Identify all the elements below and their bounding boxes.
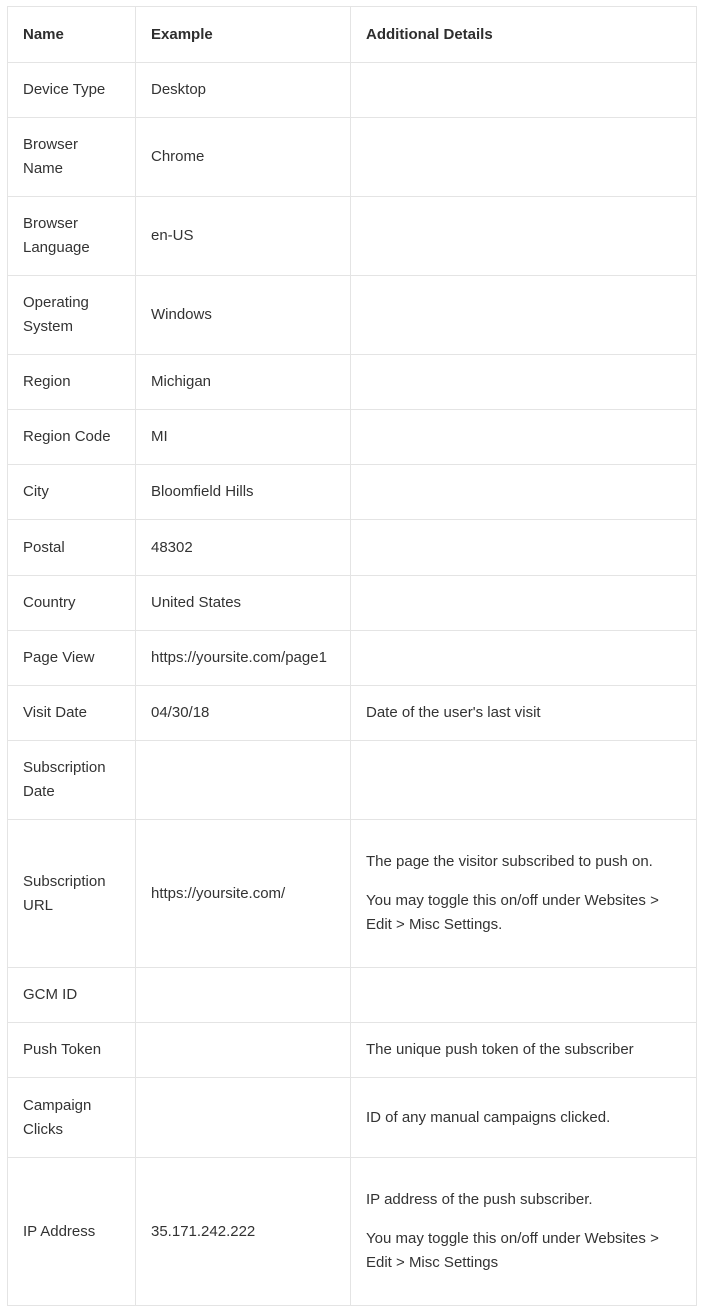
cell-details bbox=[351, 410, 697, 465]
cell-name: Browser Name bbox=[8, 118, 136, 197]
cell-name: Campaign Clicks bbox=[8, 1078, 136, 1158]
cell-example: Bloomfield Hills bbox=[136, 465, 351, 520]
cell-example: MI bbox=[136, 410, 351, 465]
header-details: Additional Details bbox=[351, 7, 697, 63]
cell-details bbox=[351, 741, 697, 820]
cell-name: IP Address bbox=[8, 1158, 136, 1306]
cell-details bbox=[351, 63, 697, 118]
cell-details bbox=[351, 820, 697, 968]
table-row bbox=[8, 741, 697, 820]
table-row bbox=[8, 355, 697, 410]
cell-name: Browser Language bbox=[8, 197, 136, 276]
cell-example: 04/30/18 bbox=[136, 686, 351, 741]
cell-name: Device Type bbox=[8, 63, 136, 118]
cell-details bbox=[351, 1078, 697, 1158]
cell-example: Desktop bbox=[136, 63, 351, 118]
cell-name: Subscription URL bbox=[8, 820, 136, 968]
table-row bbox=[8, 63, 697, 118]
table-container bbox=[7, 6, 697, 1306]
cell-details bbox=[351, 355, 697, 410]
cell-example bbox=[136, 741, 351, 820]
details-paragraph: You may toggle this on/off under Websites > Edit > Misc Settings bbox=[366, 1230, 659, 1271]
table-row bbox=[8, 410, 697, 465]
details-paragraph: ID of any manual campaigns clicked. bbox=[366, 1108, 611, 1126]
cell-example: 48302 bbox=[136, 520, 351, 576]
table-row bbox=[8, 1023, 697, 1078]
cell-details bbox=[351, 520, 697, 576]
cell-example: United States bbox=[136, 576, 351, 631]
cell-details bbox=[351, 576, 697, 631]
cell-details bbox=[351, 631, 697, 686]
fields-table bbox=[7, 6, 697, 1306]
details-paragraph: IP address of the push subscriber. bbox=[366, 1191, 593, 1208]
cell-name: Subscription Date bbox=[8, 741, 136, 820]
cell-name: Country bbox=[8, 576, 136, 631]
cell-name: Page View bbox=[8, 631, 136, 686]
table-row bbox=[8, 520, 697, 576]
cell-example: Michigan bbox=[136, 355, 351, 410]
cell-details bbox=[351, 118, 697, 197]
cell-details bbox=[351, 276, 697, 355]
cell-details bbox=[351, 197, 697, 276]
cell-example bbox=[136, 1023, 351, 1078]
header-name: Name bbox=[8, 7, 136, 63]
cell-details bbox=[351, 686, 697, 741]
table-row bbox=[8, 276, 697, 355]
table-row bbox=[8, 1078, 697, 1158]
table-row bbox=[8, 465, 697, 520]
cell-example: https://yoursite.com/page1 bbox=[136, 631, 351, 686]
table-header bbox=[8, 7, 697, 63]
cell-example: Chrome bbox=[136, 118, 351, 197]
cell-example bbox=[136, 968, 351, 1023]
cell-example: https://yoursite.com/ bbox=[136, 820, 351, 968]
table-row bbox=[8, 197, 697, 276]
details-paragraph: The unique push token of the subscriber bbox=[366, 1041, 634, 1058]
cell-details bbox=[351, 968, 697, 1023]
header-example: Example bbox=[136, 7, 351, 63]
cell-name: Operating System bbox=[8, 276, 136, 355]
table-row bbox=[8, 576, 697, 631]
cell-name: Region bbox=[8, 355, 136, 410]
details-paragraph: Date of the user's last visit bbox=[366, 704, 541, 721]
table-row bbox=[8, 118, 697, 197]
cell-details bbox=[351, 1023, 697, 1078]
table-row bbox=[8, 631, 697, 686]
cell-name: City bbox=[8, 465, 136, 520]
cell-name: Push Token bbox=[8, 1023, 136, 1078]
cell-name: Postal bbox=[8, 520, 136, 576]
header-row bbox=[8, 7, 697, 63]
cell-details bbox=[351, 1158, 697, 1306]
cell-example: en-US bbox=[136, 197, 351, 276]
table-row bbox=[8, 968, 697, 1023]
table-body bbox=[8, 63, 697, 1306]
table-row bbox=[8, 820, 697, 968]
cell-name: GCM ID bbox=[8, 968, 136, 1023]
cell-name: Visit Date bbox=[8, 686, 136, 741]
cell-details bbox=[351, 465, 697, 520]
cell-example bbox=[136, 1078, 351, 1158]
cell-example: 35.171.242.222 bbox=[136, 1158, 351, 1306]
table-row bbox=[8, 1158, 697, 1306]
details-paragraph: You may toggle this on/off under Websites > Edit > Misc Settings. bbox=[366, 892, 659, 933]
cell-name: Region Code bbox=[8, 410, 136, 465]
table-row bbox=[8, 686, 697, 741]
details-paragraph: The page the visitor subscribed to push on. bbox=[366, 853, 653, 870]
cell-example: Windows bbox=[136, 276, 351, 355]
